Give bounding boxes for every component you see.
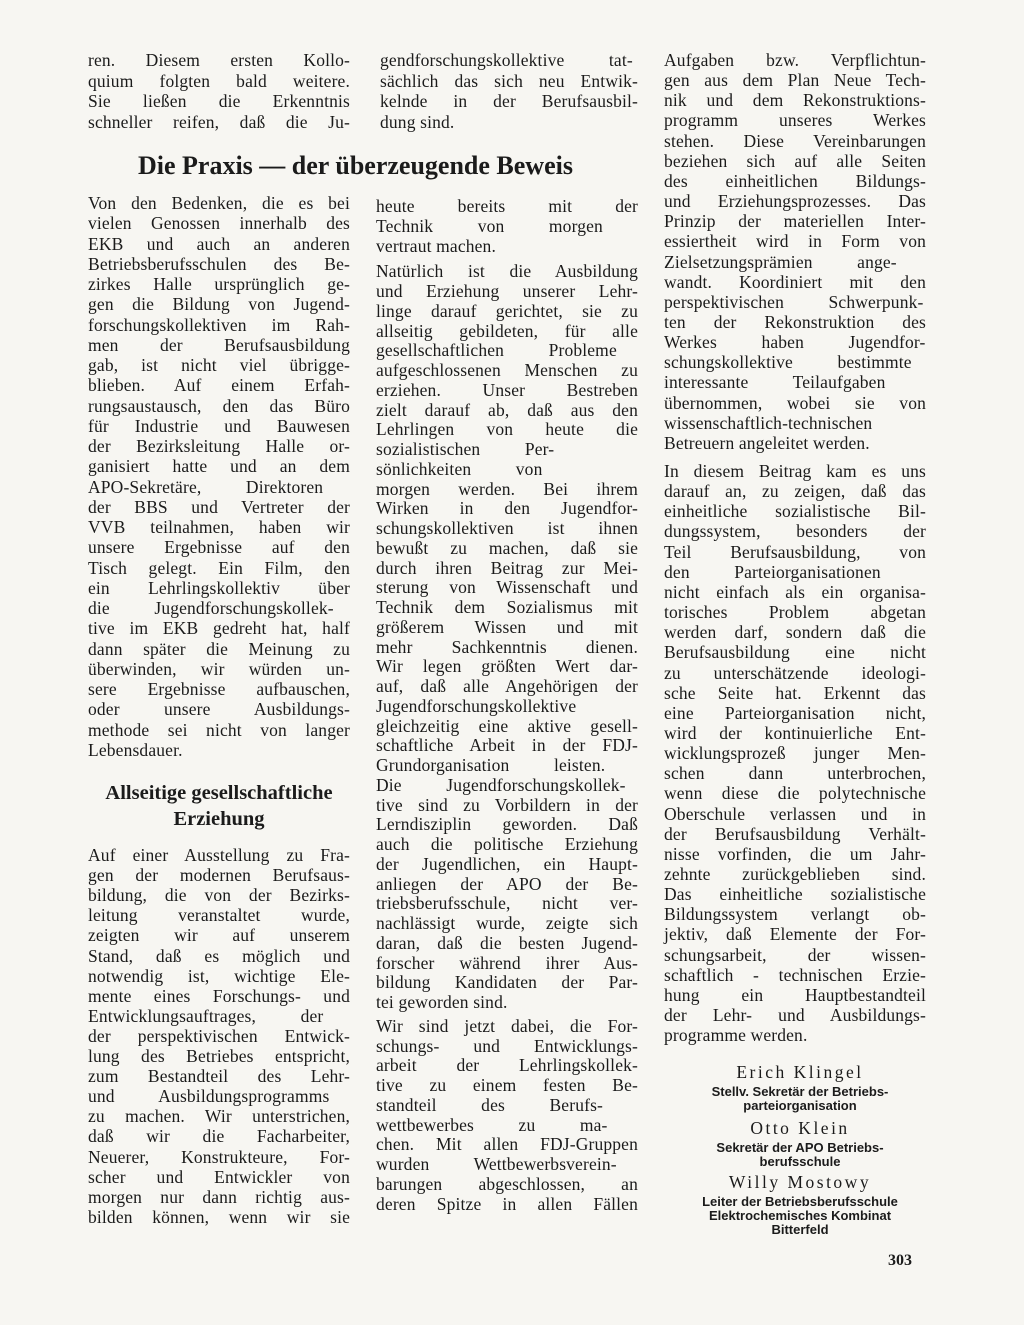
text-line: ren. Diesem ersten Kollo- — [88, 50, 350, 70]
text-line: Lehrlingen von heute die — [376, 419, 638, 440]
page-number: 303 — [888, 1252, 912, 1269]
text-line: anliegen der APO der Be- — [376, 873, 638, 894]
text-line: überwinden, wir würden un- — [88, 658, 350, 679]
text-line: gleichzeitig eine aktive gesell- — [376, 715, 638, 736]
text-line: den Parteiorganisationen — [664, 561, 881, 582]
text-line: VVB teilnahmen, haben wir — [88, 517, 350, 537]
text-line: torisches Problem abgetan — [664, 602, 926, 623]
text-line: Das einheitliche sozialistische — [664, 884, 926, 905]
text-line: zum Bestandteil des Lehr- — [88, 1066, 350, 1087]
text-line: hung ein Hauptbestandteil — [664, 984, 926, 1005]
text-line: Die Jugendforschungskollek- — [376, 774, 626, 795]
text-line: Werkes haben Jugendfor- — [664, 332, 926, 353]
signature-role: parteiorganisation — [743, 1098, 857, 1113]
text-line: Prinzip der materiellen Inter- — [664, 211, 926, 232]
text-line: programme werden. — [664, 1025, 808, 1046]
text-line: scher und Entwickler von — [88, 1166, 350, 1187]
text-line: Oberschule verlassen und in — [664, 803, 926, 824]
text-line: gesellschaftlichen Probleme — [376, 340, 617, 361]
text-line: Berufsausbildung eine nicht — [664, 642, 926, 663]
text-line: allseitig gebildeten, für alle — [376, 320, 638, 341]
text-line: deren Spitze in allen Fällen — [376, 1193, 638, 1214]
text-line: die Jugendforschungskollek- — [88, 598, 334, 618]
text-line: Entwicklungsauftrages, der — [88, 1005, 324, 1026]
text-line: Zielsetzungsprämien ange- — [664, 251, 897, 272]
text-line: tive im EKB gedreht hat, half — [88, 618, 350, 639]
text-line: morgen werden. Bei ihrem — [376, 478, 638, 499]
text-line: methode sei nicht von langer — [88, 719, 350, 740]
text-line: sönlichkeiten von — [376, 458, 543, 479]
text-line: Stand, daß es möglich und — [88, 945, 350, 966]
text-line: zeigten wir auf unserem — [88, 925, 350, 946]
text-line: auf, daß alle Angehörigen der — [376, 676, 638, 696]
text-line: gab, ist nicht viel übrigge- — [88, 355, 350, 375]
text-line: nisse vorfinden, die um Jahr- — [664, 843, 926, 864]
text-line: dungssystem, besonders der — [664, 521, 926, 542]
text-line: bildung, die von der Bezirks- — [88, 885, 350, 906]
text-line: der Bezirksleitung Halle or- — [88, 436, 350, 456]
text-line: auch die politische Erziehung — [376, 834, 638, 854]
text-line: dung sind. — [380, 111, 455, 132]
text-line: bilden können, wenn wir sie — [88, 1206, 350, 1227]
text-line: Neuerer, Konstrukteure, For- — [88, 1146, 350, 1167]
text-line: chen. Mit allen FDJ-Gruppen — [376, 1134, 638, 1155]
text-line: Wir sind jetzt dabei, die For- — [376, 1015, 638, 1036]
text-line: Auf einer Ausstellung zu Fra- — [88, 845, 350, 865]
text-line: durch ihren Beitrag zur Mei- — [376, 557, 638, 578]
text-line: gen aus dem Plan Neue Tech- — [664, 70, 926, 91]
text-line: zirkes Halle ursprünglich ge- — [88, 274, 350, 294]
text-line: Lerndisziplin geworden. Daß — [376, 814, 638, 835]
text-line: wurden Wettbewerbsverein- — [376, 1154, 617, 1174]
text-line: wenn diese die polytechnische — [664, 783, 926, 804]
text-line: vertraut machen. — [376, 235, 496, 256]
text-line: schneller reifen, daß die Ju- — [88, 111, 350, 132]
text-line: jektiv, daß Elemente der For- — [664, 924, 926, 945]
signature-role: Sekretär der APO Betriebs- — [716, 1140, 884, 1155]
text-line: und Erziehungsprozesses. Das — [664, 191, 926, 212]
text-line: zehnte zurückgeblieben sind. — [664, 864, 926, 884]
text-line: schungsarbeit, der wissen- — [664, 944, 926, 965]
text-line: erziehen. Unser Bestreben — [376, 379, 638, 400]
text-line: men der Berufsausbildung — [88, 334, 350, 355]
text-line: rungsaustausch, den das Büro — [88, 395, 350, 416]
text-line: standteil des Berufs- — [376, 1094, 604, 1115]
signature-role: Elektrochemisches Kombinat — [708, 1208, 892, 1223]
text-line: nik und dem Rekonstruktions- — [664, 90, 926, 111]
text-line: dann später die Meinung zu — [88, 638, 350, 659]
text-line: mehr Sachkenntnis dienen. — [376, 636, 638, 657]
text-line: linge darauf gerichtet, sie zu — [376, 300, 638, 321]
text-line: und Erziehung unserer Lehr- — [376, 281, 638, 301]
signature-role: Leiter der Betriebsberufsschule — [702, 1194, 898, 1209]
text-line: bildung Kandidaten der Par- — [376, 972, 638, 993]
text-line: Natürlich ist die Ausbildung — [376, 261, 638, 282]
text-line: tive zu einem festen Be- — [376, 1075, 638, 1095]
text-line: schungs- und Entwicklungs- — [376, 1035, 638, 1056]
signature-name: Willy Mostowy — [728, 1172, 872, 1192]
text-line: der BBS und Vertreter der — [88, 496, 350, 517]
text-line: Sie ließen die Erkenntnis — [88, 91, 350, 112]
text-line: gen die Bildung von Jugend- — [88, 294, 350, 315]
text-line: arbeit der Lehrlingskollek- — [376, 1055, 638, 1076]
section-heading-erziehung-line-1: Allseitige gesellschaftliche — [105, 782, 333, 804]
text-line: einheitliche sozialistische Bil- — [664, 501, 926, 522]
text-line: schaftlich - technischen Erzie- — [664, 964, 926, 985]
text-line: Jugendforschungskollektive — [376, 695, 577, 716]
signature-role: berufsschule — [759, 1154, 841, 1169]
text-line: stehen. Diese Vereinbarungen — [664, 130, 926, 151]
text-line: zu unterschätzende ideologi- — [664, 662, 926, 683]
text-line: Betriebsberufsschulen des Be- — [88, 253, 350, 274]
text-line: größerem Wissen und mit — [376, 616, 638, 637]
text-line: Technik dem Sozialismus mit — [376, 597, 638, 617]
text-line: nicht einfach als ein organisa- — [664, 581, 926, 602]
text-line: Betreuern angeleitet werden. — [664, 432, 870, 453]
text-line: gendforschungskollektive tat- — [380, 50, 633, 70]
text-line: schungskollektiven ist ihnen — [376, 518, 638, 538]
text-line: In diesem Beitrag kam es uns — [664, 461, 926, 481]
text-line: Aufgaben bzw. Verpflichtun- — [664, 50, 926, 70]
text-line: schaftliche Arbeit in der FDJ- — [376, 735, 638, 756]
text-line: barungen abgeschlossen, an — [376, 1173, 638, 1194]
text-line: bewußt zu machen, daß sie — [376, 537, 638, 558]
text-line: ganisiert hatte und an dem — [88, 456, 350, 477]
text-line: triebsberufsschule, nicht ver- — [376, 893, 638, 914]
text-line: Technik von morgen — [376, 215, 603, 236]
text-line: lung des Betriebes entspricht, — [88, 1046, 350, 1066]
text-line: Tisch gelegt. Ein Film, den — [88, 557, 350, 578]
text-line: sere Ergebnisse aufbauschen, — [88, 679, 350, 699]
text-line: zu machen. Wir unterstrichen, — [88, 1106, 350, 1127]
text-line: der perspektivischen Entwick- — [88, 1025, 350, 1046]
text-line: tive sind zu Vorbildern in der — [376, 794, 638, 815]
text-line: interessante Teilaufgaben — [664, 372, 886, 393]
text-line: ein Lehrlingskollektiv über — [88, 577, 350, 598]
text-line: blieben. Auf einem Erfah- — [88, 375, 350, 396]
text-line: Lebensdauer. — [88, 739, 183, 760]
text-line: wissenschaftlich-technischen — [664, 412, 873, 433]
text-line: daran, daß die besten Jugend- — [376, 932, 638, 953]
text-line: gen der modernen Berufsaus- — [88, 865, 350, 886]
text-line: wird der kontinuierliche Ent- — [664, 722, 926, 743]
text-line: Wir legen größten Wert dar- — [376, 656, 638, 677]
text-line: perspektivischen Schwerpunk- — [664, 291, 924, 312]
text-line: sozialistischen Per- — [376, 439, 555, 459]
text-line: notwendig ist, wichtige Ele- — [88, 965, 350, 986]
text-line: schungskollektive bestimmte — [664, 352, 912, 373]
text-line: wandt. Koordiniert mit den — [664, 271, 926, 292]
text-line: unsere Ergebnisse auf den — [88, 537, 350, 558]
text-line: leitung veranstaltet wurde, — [88, 905, 350, 926]
text-line: sächlich das sich neu Entwik- — [380, 70, 638, 91]
text-line: wicklungsprozeß junger Men- — [664, 743, 926, 764]
section-heading-erziehung-line-2: Erziehung — [173, 808, 265, 830]
text-line: sterung von Wissenschaft und — [376, 577, 638, 598]
text-line: nachlässigt wurde, zeigte sich — [376, 913, 638, 933]
section-heading-praxis: Die Praxis — der überzeugende Beweis — [138, 151, 573, 180]
text-line: für Industrie und Bauwesen — [88, 415, 350, 436]
text-line: Wirken in den Jugendfor- — [376, 498, 638, 519]
text-line: ten der Rekonstruktion des — [664, 311, 926, 332]
text-line: wettbewerbes zu ma- — [376, 1114, 608, 1135]
text-line: morgen nur dann richtig aus- — [88, 1186, 350, 1207]
text-line: Teil Berufsausbildung, von — [664, 541, 926, 562]
text-line: zielt darauf ab, daß aus den — [376, 399, 638, 420]
text-line: Grundorganisation leisten. — [376, 755, 606, 775]
text-line: übernommen, wobei sie von — [664, 392, 926, 413]
text-line: Von den Bedenken, die es bei — [88, 193, 350, 213]
text-line: sche Seite hat. Erkennt das — [664, 682, 926, 703]
text-line: werden darf, sondern daß die — [664, 622, 926, 643]
text-line: programm unseres Werkes — [664, 110, 926, 131]
text-line: kelnde in der Berufsausbil- — [380, 91, 638, 112]
text-line: EKB und auch an anderen — [88, 233, 350, 254]
text-line: tei geworden sind. — [376, 992, 508, 1012]
signature-name: Erich Klingel — [736, 1062, 864, 1082]
text-line: heute bereits mit der — [376, 196, 638, 216]
text-line: daß wir die Facharbeiter, — [88, 1126, 350, 1147]
text-line: der Berufsausbildung Verhält- — [664, 823, 926, 844]
signature-role: Bitterfeld — [771, 1222, 829, 1237]
text-line: eine Parteiorganisation nicht, — [664, 702, 926, 723]
text-line: essiertheit wird in Form von — [664, 231, 926, 252]
signature-role: Stellv. Sekretär der Betriebs- — [711, 1084, 889, 1099]
text-line: forschungskollektiven im Rah- — [88, 314, 350, 335]
text-line: quium folgten bald weitere. — [88, 70, 350, 91]
text-line: forscher während ihrer Aus- — [376, 952, 638, 973]
signature-name: Otto Klein — [750, 1118, 850, 1138]
text-line: und Ausbildungsprogramms — [88, 1086, 330, 1107]
text-line: darauf an, zu zeigen, daß das — [664, 481, 926, 502]
text-line: des einheitlichen Bildungs- — [664, 170, 926, 191]
text-line: Bildungssystem verlangt ob- — [664, 904, 926, 925]
text-line: vielen Genossen innerhalb des — [88, 213, 350, 234]
text-line: schen dann unterbrochen, — [664, 763, 926, 784]
text-line: beziehen sich auf alle Seiten — [664, 150, 926, 171]
text-line: aufgeschlossenen Menschen zu — [376, 360, 638, 380]
text-line: der Jugendlichen, ein Haupt- — [376, 853, 638, 874]
text-line: APO-Sekretäre, Direktoren — [88, 476, 324, 497]
text-line: mente eines Forschungs- und — [88, 985, 350, 1006]
text-line: oder unsere Ausbildungs- — [88, 699, 350, 720]
text-line: der Lehr- und Ausbildungs- — [664, 1005, 926, 1026]
